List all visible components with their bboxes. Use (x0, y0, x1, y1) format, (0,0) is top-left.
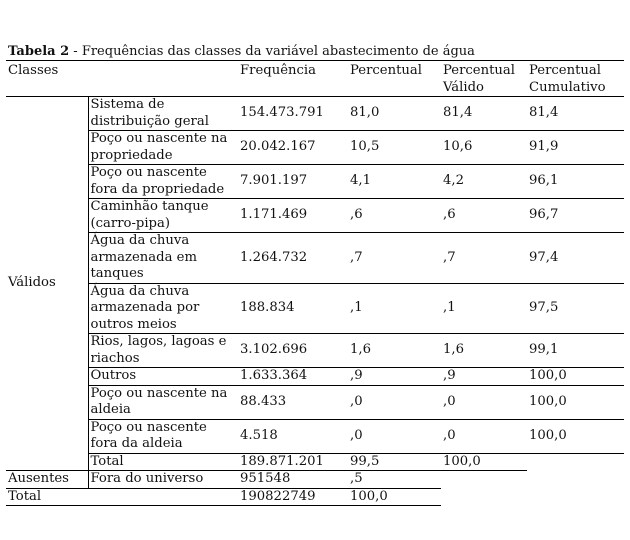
ausentes-freq: 951548 (238, 471, 348, 489)
row-label: Total (88, 453, 238, 471)
table-row (6, 385, 624, 419)
table-row (6, 453, 624, 471)
total-empty-2 (527, 488, 624, 506)
row-percentual: ,6 (348, 199, 441, 233)
row-percentual-cumulativo: 96,1 (527, 165, 624, 199)
row-percentual-cumulativo: 100,0 (527, 368, 624, 386)
table-row (6, 165, 624, 199)
table-row (6, 199, 624, 233)
header-frequencia: Frequência (238, 61, 348, 97)
table-row (6, 233, 624, 284)
header-cumul-line1: Percentual (529, 63, 601, 78)
row-percentual-valido: ,9 (441, 368, 527, 386)
ausentes-label: Fora do universo (88, 471, 238, 489)
header-percentual: Percentual (348, 61, 441, 97)
table-header-row (6, 61, 624, 97)
row-frequencia: 1.171.469 (238, 199, 348, 233)
validos-body (6, 97, 624, 471)
row-percentual-valido: 4,2 (441, 165, 527, 199)
ausentes-row (6, 471, 624, 489)
table-caption (8, 44, 475, 59)
row-percentual-cumulativo: 96,7 (527, 199, 624, 233)
row-percentual: 1,6 (348, 334, 441, 368)
header-classes: Classes (6, 61, 238, 97)
row-frequencia: 4.518 (238, 419, 348, 453)
total-group-label: Total (6, 488, 238, 506)
total-row (6, 488, 624, 506)
row-label: Água da chuva armazenada por outros meios (88, 283, 238, 334)
header-valido-line1: Percentual (443, 63, 515, 78)
row-percentual-valido: ,0 (441, 419, 527, 453)
row-percentual: ,0 (348, 419, 441, 453)
row-percentual-cumulativo: 91,9 (527, 131, 624, 165)
row-label: Caminhão tanque (carro-pipa) (88, 199, 238, 233)
row-percentual: 10,5 (348, 131, 441, 165)
header-percentual-cumulativo (527, 61, 624, 97)
table-row (6, 368, 624, 386)
row-label: Água da chuva armazenada em tanques (88, 233, 238, 284)
table-caption-prefix: Tabela 2 (8, 44, 70, 59)
ausentes-empty-1 (441, 471, 527, 489)
row-frequencia: 1.264.732 (238, 233, 348, 284)
row-frequencia: 88.433 (238, 385, 348, 419)
row-percentual-cumulativo: 97,5 (527, 283, 624, 334)
row-percentual-valido: 81,4 (441, 97, 527, 131)
row-frequencia: 154.473.791 (238, 97, 348, 131)
row-label: Poço ou nascente fora da propriedade (88, 165, 238, 199)
row-label: Poço ou nascente na propriedade (88, 131, 238, 165)
ausentes-pct: ,5 (348, 471, 441, 489)
validos-group-label: Válidos (6, 97, 88, 471)
row-frequencia: 20.042.167 (238, 131, 348, 165)
row-percentual-cumulativo: 97,4 (527, 233, 624, 284)
row-percentual-cumulativo: 100,0 (527, 419, 624, 453)
ausentes-empty-2 (527, 471, 624, 489)
row-frequencia: 189.871.201 (238, 453, 348, 471)
table-row (6, 334, 624, 368)
row-label: Poço ou nascente fora da aldeia (88, 419, 238, 453)
total-freq: 190822749 (238, 488, 348, 506)
header-cumul-line2: Cumulativo (529, 79, 606, 95)
row-percentual-cumulativo (527, 453, 624, 471)
row-percentual-valido: ,6 (441, 199, 527, 233)
row-percentual: ,1 (348, 283, 441, 334)
row-percentual-valido: 10,6 (441, 131, 527, 165)
row-label: Poço ou nascente na aldeia (88, 385, 238, 419)
row-percentual-valido: ,7 (441, 233, 527, 284)
total-pct: 100,0 (348, 488, 441, 506)
table-caption-text: - Frequências das classes da variável abastecimento de água (69, 44, 475, 59)
table-row (6, 419, 624, 453)
table-row (6, 131, 624, 165)
row-percentual: ,7 (348, 233, 441, 284)
row-frequencia: 3.102.696 (238, 334, 348, 368)
table-row (6, 283, 624, 334)
row-percentual: 4,1 (348, 165, 441, 199)
row-label: Sistema de distribuição geral (88, 97, 238, 131)
row-label: Rios, lagos, lagoas e riachos (88, 334, 238, 368)
row-frequencia: 188.834 (238, 283, 348, 334)
row-percentual-cumulativo: 81,4 (527, 97, 624, 131)
row-percentual-valido: 1,6 (441, 334, 527, 368)
row-percentual: ,9 (348, 368, 441, 386)
frequency-table (6, 60, 624, 506)
header-valido-line2: Válido (443, 79, 484, 95)
row-label: Outros (88, 368, 238, 386)
table-row (6, 97, 624, 131)
row-percentual: 81,0 (348, 97, 441, 131)
row-frequencia: 7.901.197 (238, 165, 348, 199)
row-percentual-valido: 100,0 (441, 453, 527, 471)
total-empty-1 (441, 488, 527, 506)
row-percentual-valido: ,0 (441, 385, 527, 419)
row-frequencia: 1.633.364 (238, 368, 348, 386)
row-percentual-cumulativo: 99,1 (527, 334, 624, 368)
header-percentual-valido (441, 61, 527, 97)
row-percentual-valido: ,1 (441, 283, 527, 334)
row-percentual-cumulativo: 100,0 (527, 385, 624, 419)
row-percentual: 99,5 (348, 453, 441, 471)
row-percentual: ,0 (348, 385, 441, 419)
ausentes-group-label: Ausentes (6, 471, 88, 489)
